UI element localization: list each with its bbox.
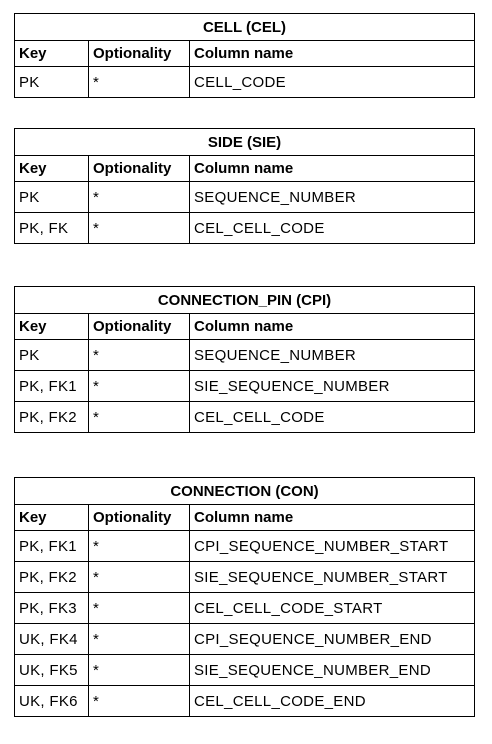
header-column-name: Column name — [190, 505, 475, 531]
cell-key: UK, FK6 — [15, 686, 89, 717]
header-key: Key — [15, 314, 89, 340]
cell-optionality: * — [89, 340, 190, 371]
cell-key: PK, FK2 — [15, 402, 89, 433]
cell-optionality: * — [89, 67, 190, 98]
header-optionality: Optionality — [89, 505, 190, 531]
table-connection-pin — [14, 286, 475, 433]
cell-optionality: * — [89, 213, 190, 244]
table-row — [15, 593, 475, 624]
cell-key: PK, FK — [15, 213, 89, 244]
cell-column: CEL_CELL_CODE — [190, 213, 475, 244]
cell-optionality: * — [89, 402, 190, 433]
header-column-name: Column name — [190, 41, 475, 67]
cell-column: CPI_SEQUENCE_NUMBER_END — [190, 624, 475, 655]
cell-column: SIE_SEQUENCE_NUMBER_END — [190, 655, 475, 686]
cell-column: CEL_CELL_CODE_START — [190, 593, 475, 624]
cell-key: PK — [15, 67, 89, 98]
cell-key: PK, FK2 — [15, 562, 89, 593]
header-optionality: Optionality — [89, 41, 190, 67]
cell-column: CELL_CODE — [190, 67, 475, 98]
cell-key: PK, FK3 — [15, 593, 89, 624]
cell-key: UK, FK5 — [15, 655, 89, 686]
cell-column: SEQUENCE_NUMBER — [190, 340, 475, 371]
table-title: SIDE (SIE) — [15, 129, 475, 156]
cell-optionality: * — [89, 655, 190, 686]
header-key: Key — [15, 156, 89, 182]
cell-optionality: * — [89, 182, 190, 213]
table-title: CELL (CEL) — [15, 14, 475, 41]
header-optionality: Optionality — [89, 314, 190, 340]
table-row — [15, 67, 475, 98]
header-column-name: Column name — [190, 156, 475, 182]
table-cell — [14, 13, 475, 98]
table-row — [15, 182, 475, 213]
table-row — [15, 624, 475, 655]
table-row — [15, 402, 475, 433]
cell-optionality: * — [89, 686, 190, 717]
cell-column: CPI_SEQUENCE_NUMBER_START — [190, 531, 475, 562]
header-column-name: Column name — [190, 314, 475, 340]
cell-optionality: * — [89, 624, 190, 655]
table-title: CONNECTION_PIN (CPI) — [15, 287, 475, 314]
header-key: Key — [15, 41, 89, 67]
table-row — [15, 655, 475, 686]
cell-column: SIE_SEQUENCE_NUMBER — [190, 371, 475, 402]
table-row — [15, 340, 475, 371]
table-row — [15, 371, 475, 402]
table-row — [15, 686, 475, 717]
cell-key: PK, FK1 — [15, 371, 89, 402]
cell-key: PK — [15, 340, 89, 371]
cell-optionality: * — [89, 531, 190, 562]
header-key: Key — [15, 505, 89, 531]
cell-column: CEL_CELL_CODE — [190, 402, 475, 433]
cell-column: CEL_CELL_CODE_END — [190, 686, 475, 717]
cell-key: UK, FK4 — [15, 624, 89, 655]
table-row — [15, 562, 475, 593]
cell-optionality: * — [89, 593, 190, 624]
cell-optionality: * — [89, 371, 190, 402]
table-side — [14, 128, 475, 244]
cell-key: PK — [15, 182, 89, 213]
cell-optionality: * — [89, 562, 190, 593]
cell-key: PK, FK1 — [15, 531, 89, 562]
table-connection — [14, 477, 475, 717]
cell-column: SIE_SEQUENCE_NUMBER_START — [190, 562, 475, 593]
table-row — [15, 531, 475, 562]
header-optionality: Optionality — [89, 156, 190, 182]
table-title: CONNECTION (CON) — [15, 478, 475, 505]
cell-column: SEQUENCE_NUMBER — [190, 182, 475, 213]
table-row — [15, 213, 475, 244]
